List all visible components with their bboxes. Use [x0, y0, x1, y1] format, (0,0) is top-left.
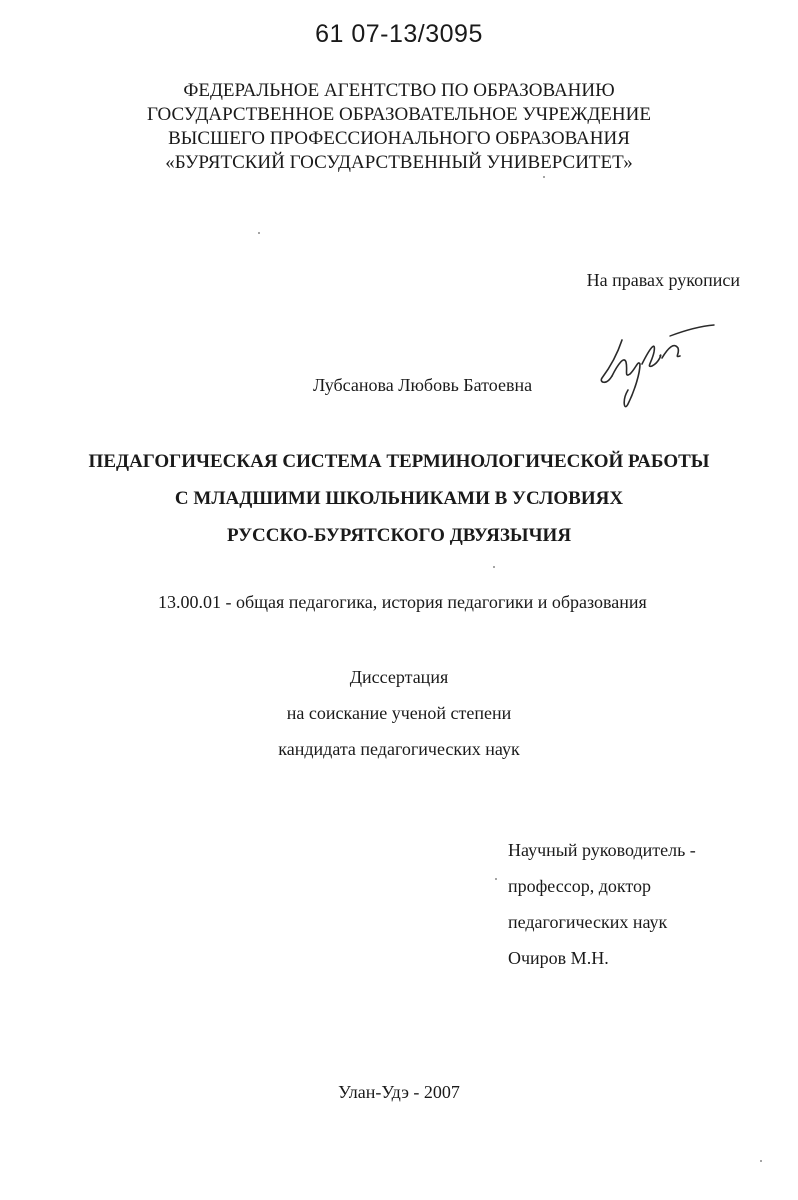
degree-info [0, 659, 798, 767]
manuscript-rights-note: На правах рукописи [586, 270, 740, 290]
organization-header [0, 79, 798, 175]
scan-speck [543, 176, 545, 178]
org-line-agency: ФЕДЕРАЛЬНОЕ АГЕНТСТВО ПО ОБРАЗОВАНИЮ [183, 80, 615, 101]
specialty-code: 13.00.01 - общая педагогика, история педагогики и образования [158, 592, 647, 612]
degree-line-dissertation: Диссертация [349, 667, 449, 687]
author-name: Лубсанова Любовь Батоевна [313, 375, 533, 395]
dissertation-title [0, 443, 798, 554]
org-line-institution: ГОСУДАРСТВЕННОЕ ОБРАЗОВАТЕЛЬНОЕ УЧРЕЖДЕНИЕ [147, 104, 651, 125]
scan-speck [258, 232, 260, 234]
org-line-education-level: ВЫСШЕГО ПРОФЕССИОНАЛЬНОГО ОБРАЗОВАНИЯ [168, 128, 630, 149]
city-and-year: Улан-Удэ - 2007 [338, 1082, 460, 1102]
degree-line-application: на соискание ученой степени [286, 703, 512, 723]
document-number: 61 07-13/3095 [315, 20, 483, 48]
author-signature [590, 318, 720, 418]
scan-speck [760, 1160, 762, 1162]
scan-speck [495, 878, 497, 880]
scan-speck [493, 566, 495, 568]
supervisor-field: педагогических наук [508, 912, 668, 932]
degree-line-candidate: кандидата педагогических наук [278, 739, 520, 759]
org-line-university: «БУРЯТСКИЙ ГОСУДАРСТВЕННЫЙ УНИВЕРСИТЕТ» [165, 152, 633, 173]
title-line-2: С МЛАДШИМИ ШКОЛЬНИКАМИ В УСЛОВИЯХ [174, 488, 624, 509]
title-line-1: ПЕДАГОГИЧЕСКАЯ СИСТЕМА ТЕРМИНОЛОГИЧЕСКОЙ РАБОТЫ [88, 451, 710, 472]
scientific-supervisor [508, 832, 696, 976]
supervisor-rank: профессор, доктор [508, 876, 652, 896]
supervisor-name: Очиров М.Н. [508, 948, 609, 968]
title-line-3: РУССКО-БУРЯТСКОГО ДВУЯЗЫЧИЯ [226, 525, 572, 546]
supervisor-label: Научный руководитель - [508, 840, 696, 860]
